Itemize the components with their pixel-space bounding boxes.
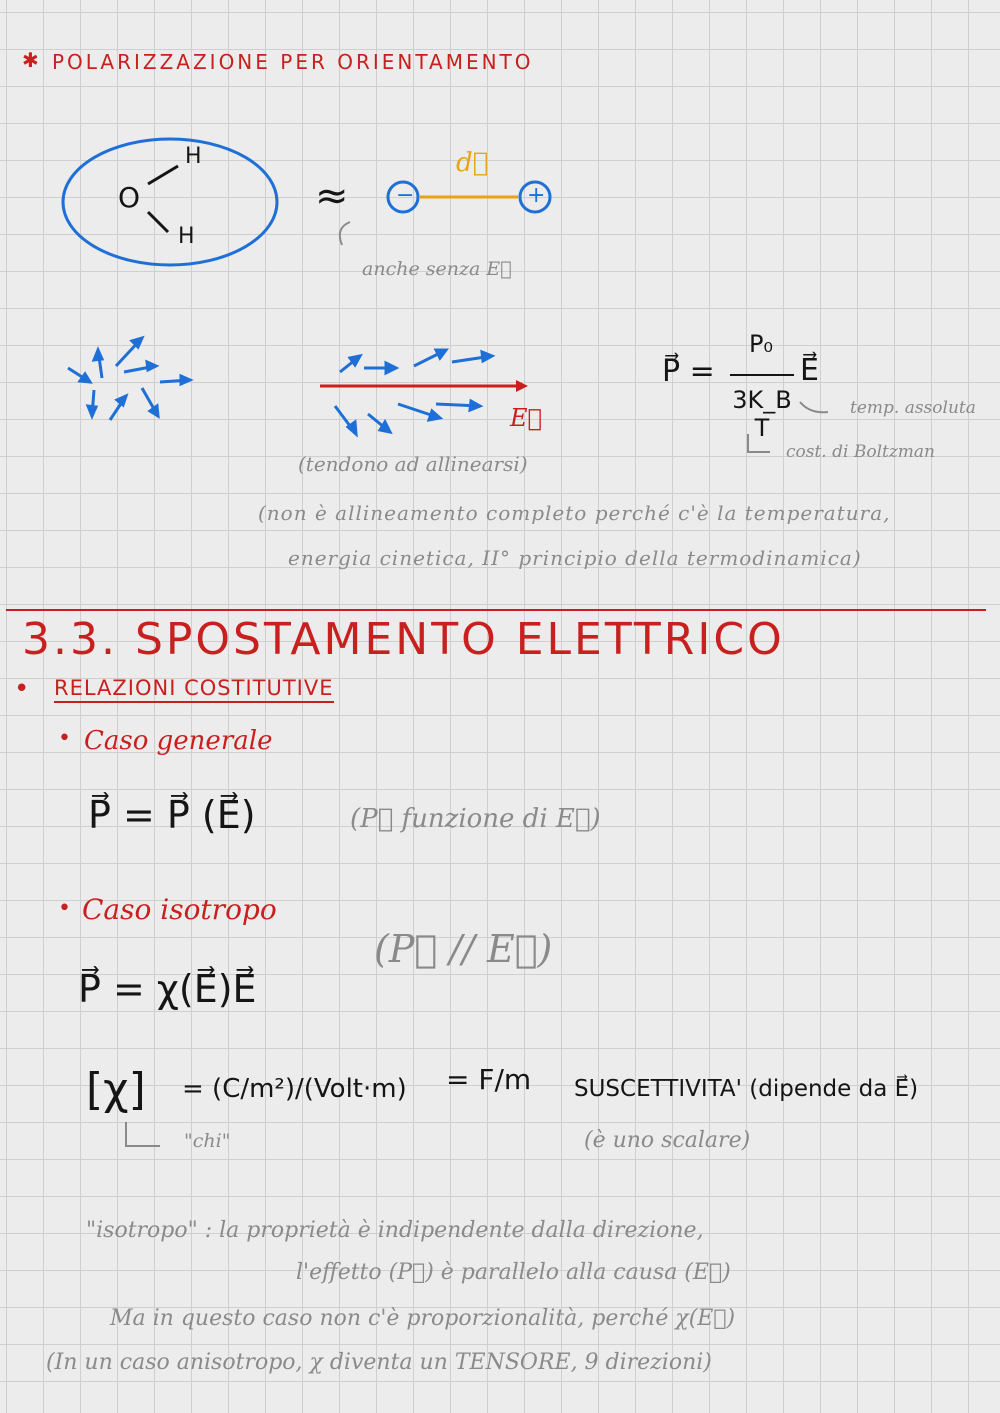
isotropic-definition-line1: "isotropo" : la proprietà è indipendente dalla direzione, [86, 1218, 704, 1243]
section-heading: 3.3. SPOSTAMENTO ELETTRICO [22, 614, 785, 665]
case-general-label: Caso generale [84, 726, 273, 756]
bullet-dot-icon: • [58, 896, 71, 921]
case-isotropic-label: Caso isotropo [82, 893, 277, 926]
bond-line-bottom [148, 212, 168, 232]
oxygen-atom: O [118, 181, 141, 214]
random-dipoles [68, 338, 190, 420]
minus-sign: − [396, 183, 415, 208]
units-expression: = (C/m²)/(Volt·m) [182, 1074, 407, 1104]
note-boltzmann: cost. di Boltzman [786, 442, 935, 462]
bullet-dot-icon: • [14, 674, 30, 704]
chi-name: "chi" [184, 1130, 231, 1152]
approx-symbol: ≈ [315, 173, 349, 219]
susceptibility-label: SUSCETTIVITA' (dipende da E⃗) [574, 1076, 919, 1102]
bond-line-top [148, 166, 178, 184]
bullet-dot-icon: • [58, 726, 71, 751]
note-incomplete-line1: (non è allineamento completo perché c'è la temperatura, [258, 501, 891, 525]
units-result: = F/m [446, 1063, 532, 1096]
scalar-note: (è uno scalare) [584, 1128, 751, 1153]
hydrogen-atom-bottom: H [178, 224, 195, 249]
plus-sign: + [527, 183, 546, 208]
note-parallel: (P⃗ // E⃗) [374, 927, 553, 971]
section-title-polarization: POLARIZZAZIONE PER ORIENTAMENTO [52, 50, 534, 74]
isotropic-definition-line4: (In un caso anisotropo, χ diventa un TENSORE, 9 direzioni) [46, 1350, 712, 1375]
formula-lhs: P⃗ = [662, 354, 715, 389]
subheading-constitutive: RELAZIONI COSTITUTIVE [54, 678, 334, 703]
note-no-field: anche senza E⃗ [362, 258, 512, 280]
chi-arrow [126, 1122, 160, 1146]
dipole-vector-label: d⃗ [456, 148, 489, 178]
temp-arrow [800, 402, 828, 412]
note-general: (P⃗ funzione di E⃗) [350, 804, 601, 834]
note-align: (tendono ad allinearsi) [298, 452, 528, 476]
formula-numerator: P₀ [748, 330, 774, 358]
field-label: E⃗ [510, 404, 542, 432]
equation-general: P⃗ = P⃗ (E⃗) [88, 793, 256, 837]
fraction-bar [730, 374, 794, 376]
units-lhs: [χ] [86, 1064, 146, 1115]
equation-isotropic: P⃗ = χ(E⃗)E⃗ [78, 967, 257, 1011]
aligned-dipoles [335, 350, 492, 434]
isotropic-definition-line2: l'effetto (P⃗) è parallelo alla causa (E⃗) [296, 1260, 731, 1285]
formula-rhs: E⃗ [800, 353, 819, 388]
molecule-outline [63, 139, 277, 265]
note-incomplete-line2: energia cinetica, II° principio della termodinamica) [288, 546, 862, 570]
isotropic-definition-line3: Ma in questo caso non c'è proporzionalità, perché χ(E⃗) [110, 1306, 736, 1331]
hydrogen-atom-top: H [185, 144, 202, 169]
field-arrowhead [516, 380, 528, 392]
note-arrow [340, 222, 350, 245]
bullet-star-icon: ✱ [22, 48, 39, 72]
note-temperature: temp. assoluta [850, 398, 976, 418]
formula-denominator: 3K_B T [732, 386, 792, 442]
